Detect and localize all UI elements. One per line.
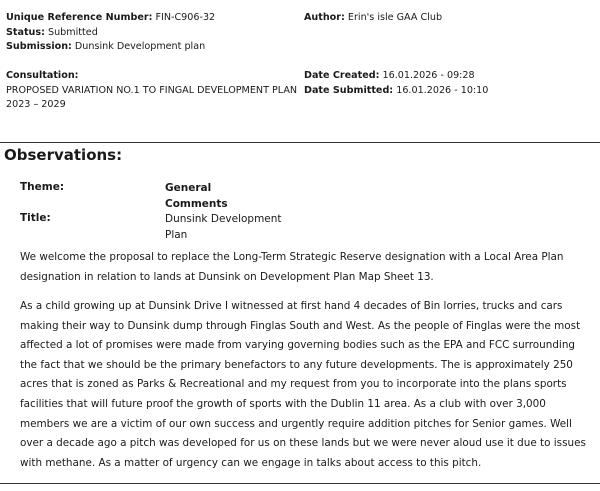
submission-label: Submission: [6, 41, 72, 52]
reference-value: FIN-C906-32 [155, 12, 216, 23]
submission-meta-right [304, 11, 594, 26]
date-submitted-row [304, 84, 594, 99]
submission-value: Dunsink Development plan [74, 41, 206, 52]
consultation-title-line-1: PROPOSED VARIATION NO.1 TO FINGAL DEVELOPMENT PLAN [6, 84, 298, 96]
status-value: Submitted [48, 26, 98, 38]
date-submitted-label: Date Submitted: [304, 84, 394, 96]
theme-value [165, 181, 283, 212]
consultation-title-line-2: 2023 – 2029 [6, 99, 66, 110]
dates-block [304, 69, 594, 98]
status-label: Status: [6, 26, 45, 38]
submission-meta-left [6, 11, 296, 55]
title-value-line-1: Dunsink Development [165, 213, 282, 225]
divider-top [0, 142, 600, 143]
consultation-label: Consultation: [6, 70, 79, 81]
date-submitted-value: 16.01.2026 - 10:10 [396, 84, 489, 96]
observations-heading: Observations: [4, 146, 123, 164]
consultation-block [6, 69, 296, 113]
title-value [165, 212, 283, 243]
author-value: Erin's isle GAA Club [347, 12, 443, 23]
author-row [304, 11, 594, 26]
status-row [6, 26, 296, 41]
date-created-label: Date Created: [304, 70, 380, 81]
theme-value-line-1: General [165, 182, 212, 194]
theme-label: Theme: [20, 181, 65, 193]
author-label: Author: [304, 12, 345, 23]
observation-paragraph-1: We welcome the proposal to replace the Long-Term Strategic Reserve designation with a Local Area Plan designation in relation to lands at Dunsink on Development Plan Map Sheet 13. [20, 251, 564, 283]
reference-row [6, 11, 296, 26]
date-created-row [304, 69, 594, 84]
submission-row [6, 40, 296, 55]
date-created-value: 16.01.2026 - 09:28 [382, 70, 475, 81]
divider-bottom [0, 483, 600, 484]
observation-paragraph-2: As a child growing up at Dunsink Drive I witnessed at first hand 4 decades of Bin lorries, trucks and cars making their way to Dunsink dump through Finglas South and West. As the people of Finglas were the most affected a lot of promises were made from varying governing bodies such as the EPA and FCC surrounding the fact that we should be the primary benefactors to any future developments. The is approximately 250 acres that is zoned as Parks & Recreational and my request from you to incorporate into the plans sports facilities that will future proof the growth of sports with the Dublin 11 area. As a club with over 3,000 members we are a victim of our own success and urgently require addition pitches for Senior games. Well over a decade ago a pitch was developed for us on these lands but we were never aloud use it due to issues with methane. As a matter of urgency can we engage in talks about access to this pitch. [20, 300, 586, 469]
title-label: Title: [20, 212, 51, 224]
title-value-line-2: Plan [165, 228, 188, 241]
reference-label: Unique Reference Number: [6, 12, 153, 23]
theme-value-line-2: Comments [165, 197, 228, 210]
